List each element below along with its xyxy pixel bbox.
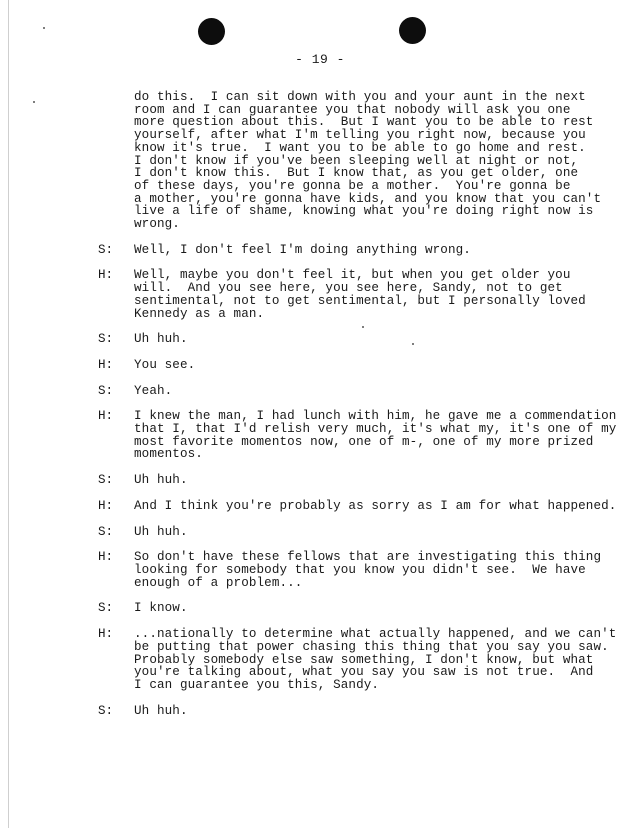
- punch-hole-left: [198, 18, 225, 45]
- speech-text: And I think you're probably as sorry as I am for what happened.: [134, 498, 617, 513]
- transcript-entry: [0, 628, 640, 692]
- speech-text: Uh huh.: [134, 332, 188, 347]
- transcript-entry: [0, 91, 640, 231]
- speaker-label: S:: [98, 703, 114, 718]
- speaker-label: H:: [98, 550, 114, 565]
- speech-text: Well, maybe you don't feel it, but when you get older you will. And you see here, you see here, Sandy, not to get sentimental, not to get sentimental, but I personally loved Kennedy as a man.: [134, 268, 586, 321]
- transcript-entry: [0, 385, 640, 398]
- speech-text: Uh huh.: [134, 473, 188, 488]
- speaker-label: S:: [98, 473, 114, 488]
- speech-text: So don't have these fellows that are investigating this thing looking for somebody that you know you didn't see. We have enough of a problem...: [134, 550, 602, 590]
- speaker-label: H:: [98, 409, 114, 424]
- scan-speck: [43, 27, 45, 29]
- speaker-label: H:: [98, 498, 114, 513]
- transcript-body: [0, 91, 640, 730]
- speaker-label: H:: [98, 357, 114, 372]
- transcript-entry: [0, 526, 640, 539]
- speaker-label: [0, 91, 134, 231]
- transcript-entry: [0, 705, 640, 718]
- speech-text: I knew the man, I had lunch with him, he gave me a commendation that I, that I'd relish very much, it's what my, it's one of my most favorite momentos now, one of m-, one of my more prized momentos.: [134, 409, 617, 462]
- speech-text: do this. I can sit down with you and your aunt in the next room and I can guarantee you that nobody will ask you one more question about this. But I want you to be able to rest yourself, after what I'm telling you right now, because you know it's true. I want you to be able to go home and rest. I don't know if you've been sleeping well at night or not, I don't know this. But I know that, as you get older, one of these days, you're gonna be a mother. You're gonna be a mother, you're gonna have kids, and you know that you can't live a life of shame, knowing what you're doing right now is wrong.: [134, 90, 602, 232]
- speaker-label: S:: [98, 524, 114, 539]
- speaker-label: S:: [98, 601, 114, 616]
- speech-text: Uh huh.: [134, 524, 188, 539]
- speaker-label: H:: [98, 627, 114, 642]
- transcript-entry: [0, 474, 640, 487]
- transcript-entry: [0, 410, 640, 461]
- transcript-entry: [0, 269, 640, 320]
- speaker-label: S:: [98, 332, 114, 347]
- speech-text: Yeah.: [134, 383, 173, 398]
- transcript-entry: [0, 244, 640, 257]
- speaker-label: H:: [98, 268, 114, 283]
- speech-text: ...nationally to determine what actually happened, and we can't be putting that power chasing this thing that you say you saw. Probably somebody else saw something, I don't know, but what you're talking about, what you say you saw is not true. And I can guarantee you this, Sandy.: [134, 627, 617, 692]
- punch-hole-right: [399, 17, 426, 44]
- speech-text: You see.: [134, 357, 196, 372]
- speech-text: Well, I don't feel I'm doing anything wrong.: [134, 242, 471, 257]
- speech-text: Uh huh.: [134, 703, 188, 718]
- transcript-entry: [0, 551, 640, 589]
- transcript-entry: [0, 602, 640, 615]
- speaker-label: S:: [98, 242, 114, 257]
- speech-text: I know.: [134, 601, 188, 616]
- speaker-label: S:: [98, 383, 114, 398]
- transcript-entry: [0, 500, 640, 513]
- page-number: - 19 -: [295, 52, 345, 67]
- transcript-entry: [0, 333, 640, 346]
- transcript-entry: [0, 359, 640, 372]
